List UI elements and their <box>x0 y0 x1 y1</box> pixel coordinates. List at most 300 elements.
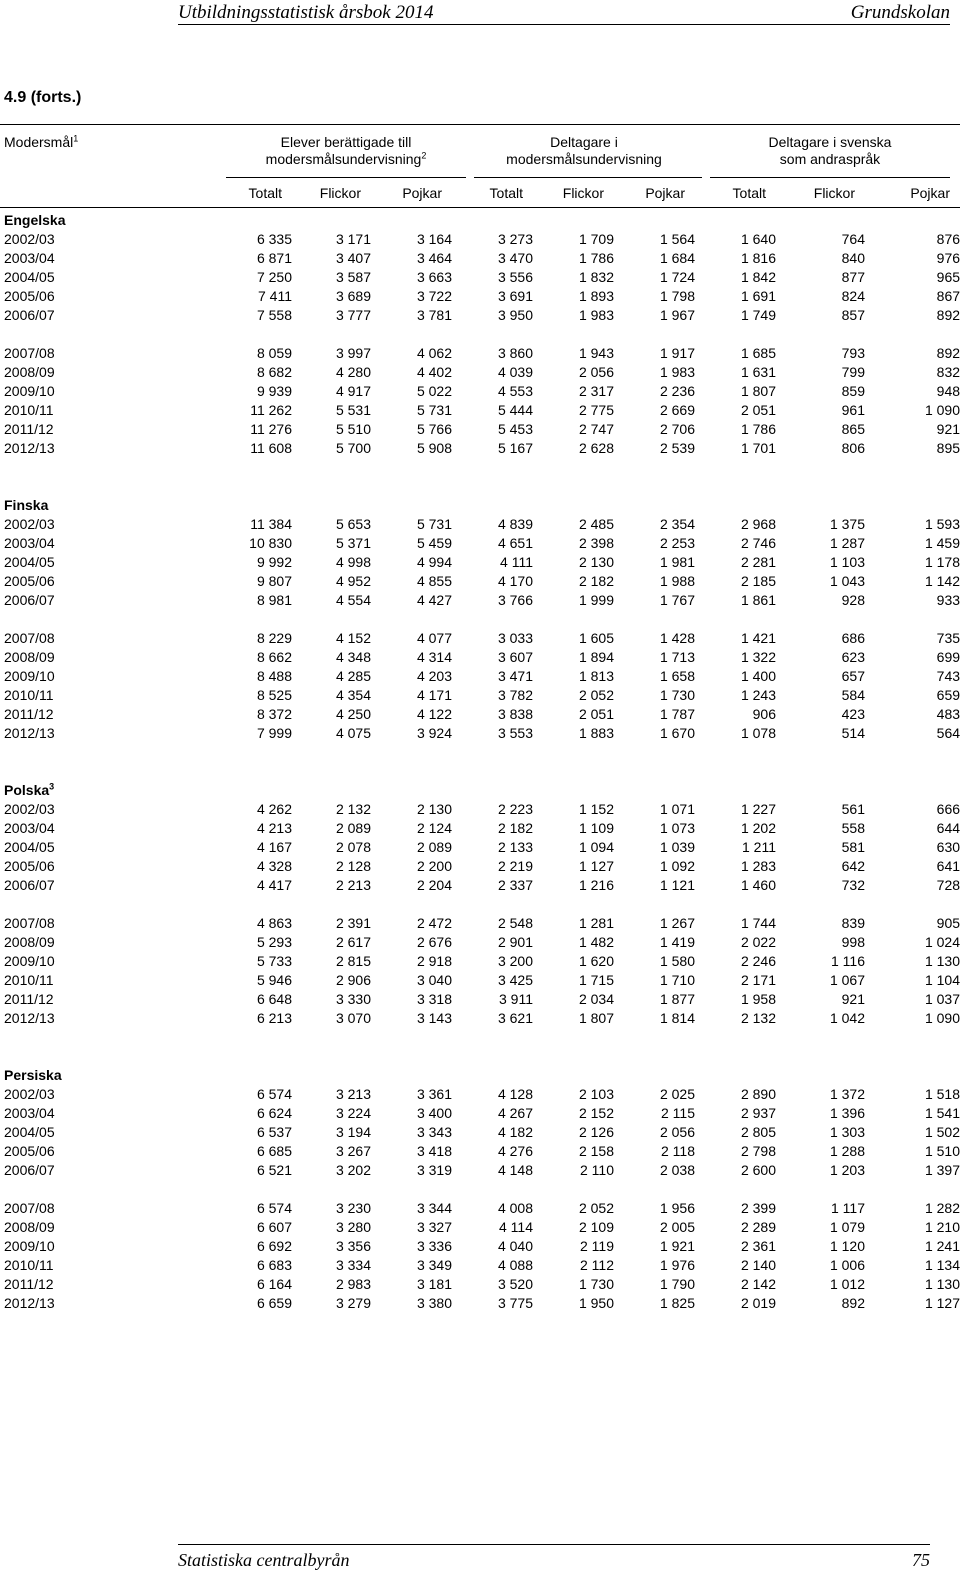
value-cell: 3 343 <box>416 1124 452 1140</box>
value-cell: 4 402 <box>416 364 452 380</box>
value-cell: 6 574 <box>256 1200 292 1216</box>
value-cell: 1 039 <box>659 839 695 855</box>
value-cell: 1 203 <box>829 1162 865 1178</box>
table-row <box>0 591 960 610</box>
value-cell: 3 418 <box>416 1143 452 1159</box>
value-cell: 4 213 <box>256 820 292 836</box>
value-cell: 8 488 <box>256 668 292 684</box>
value-cell: 1 482 <box>578 934 614 950</box>
group-underline-1 <box>226 177 466 178</box>
year-cell: 2004/05 <box>4 839 55 855</box>
table-row <box>0 1085 960 1104</box>
value-cell: 1 152 <box>578 801 614 817</box>
year-cell: 2003/04 <box>4 820 55 836</box>
value-cell: 1 006 <box>829 1257 865 1273</box>
value-cell: 1 024 <box>924 934 960 950</box>
value-cell: 5 731 <box>416 402 452 418</box>
value-cell: 1 943 <box>578 345 614 361</box>
table-title: 4.9 (forts.) <box>4 89 82 106</box>
value-cell: 1 981 <box>659 554 695 570</box>
value-cell: 2 937 <box>740 1105 776 1121</box>
table-row <box>0 952 960 971</box>
value-cell: 3 267 <box>335 1143 371 1159</box>
value-cell: 1 883 <box>578 725 614 741</box>
value-cell: 3 587 <box>335 269 371 285</box>
value-cell: 1 216 <box>578 877 614 893</box>
value-cell: 4 855 <box>416 573 452 589</box>
language-footnote: 3 <box>49 781 55 792</box>
language-label <box>0 1066 960 1085</box>
value-cell: 764 <box>841 231 865 247</box>
value-cell: 4 280 <box>335 364 371 380</box>
value-cell: 4 285 <box>335 668 371 684</box>
value-cell: 3 319 <box>416 1162 452 1178</box>
value-cell: 2 078 <box>335 839 371 855</box>
value-cell: 3 997 <box>335 345 371 361</box>
value-cell: 4 171 <box>416 687 452 703</box>
value-cell: 933 <box>936 592 960 608</box>
value-cell: 3 344 <box>416 1200 452 1216</box>
year-cell: 2002/03 <box>4 1086 55 1102</box>
value-cell: 3 033 <box>497 630 533 646</box>
group-header-2-line2: modersmålsundervisning <box>506 151 662 167</box>
value-cell: 1 807 <box>740 383 776 399</box>
value-cell: 3 380 <box>416 1295 452 1311</box>
value-cell: 3 224 <box>335 1105 371 1121</box>
value-cell: 1 043 <box>829 573 865 589</box>
value-cell: 3 689 <box>335 288 371 304</box>
value-cell: 2 706 <box>659 421 695 437</box>
value-cell: 9 939 <box>256 383 292 399</box>
table-row <box>0 1237 960 1256</box>
data-table <box>0 211 960 1313</box>
value-cell: 4 128 <box>497 1086 533 1102</box>
value-cell: 2 132 <box>740 1010 776 1026</box>
value-cell: 5 531 <box>335 402 371 418</box>
table-row <box>0 990 960 1009</box>
value-cell: 1 518 <box>924 1086 960 1102</box>
running-header-title: Utbildningsstatistisk årsbok 2014 <box>178 2 434 23</box>
table-row <box>0 363 960 382</box>
year-cell: 2004/05 <box>4 1124 55 1140</box>
value-cell: 3 838 <box>497 706 533 722</box>
language-label <box>0 781 960 800</box>
value-cell: 1 372 <box>829 1086 865 1102</box>
table-row <box>0 800 960 819</box>
table-row <box>0 344 960 363</box>
value-cell: 3 425 <box>497 972 533 988</box>
value-cell: 4 039 <box>497 364 533 380</box>
subheader-flickor: Flickor <box>813 185 855 201</box>
value-cell: 3 782 <box>497 687 533 703</box>
table-row <box>0 933 960 952</box>
value-cell: 4 276 <box>497 1143 533 1159</box>
value-cell: 2 968 <box>740 516 776 532</box>
value-cell: 3 181 <box>416 1276 452 1292</box>
value-cell: 3 194 <box>335 1124 371 1140</box>
table-row <box>0 1275 960 1294</box>
value-cell: 1 814 <box>659 1010 695 1026</box>
group-header-2-line1: Deltagare i <box>550 134 618 150</box>
value-cell: 1 701 <box>740 440 776 456</box>
value-cell: 1 134 <box>924 1257 960 1273</box>
value-cell: 8 682 <box>256 364 292 380</box>
value-cell: 2 112 <box>580 1257 614 1273</box>
year-cell: 2005/06 <box>4 573 55 589</box>
value-cell: 1 967 <box>659 307 695 323</box>
value-cell: 1 120 <box>829 1238 865 1254</box>
value-cell: 3 040 <box>416 972 452 988</box>
year-cell: 2007/08 <box>4 915 55 931</box>
spacer-row <box>0 743 960 762</box>
table-row <box>0 1294 960 1313</box>
stub-header-footnote: 1 <box>73 133 79 144</box>
year-cell: 2002/03 <box>4 231 55 247</box>
value-cell: 4 203 <box>416 668 452 684</box>
value-cell: 5 167 <box>497 440 533 456</box>
value-cell: 948 <box>936 383 960 399</box>
value-cell: 4 314 <box>416 649 452 665</box>
value-cell: 877 <box>841 269 865 285</box>
year-cell: 2004/05 <box>4 269 55 285</box>
value-cell: 2 130 <box>416 801 452 817</box>
value-cell: 5 731 <box>416 516 452 532</box>
value-cell: 1 042 <box>829 1010 865 1026</box>
value-cell: 6 521 <box>256 1162 292 1178</box>
value-cell: 2 200 <box>416 858 452 874</box>
value-cell: 1 631 <box>740 364 776 380</box>
value-cell: 839 <box>841 915 865 931</box>
year-cell: 2011/12 <box>4 421 54 437</box>
value-cell: 2 746 <box>740 535 776 551</box>
table-row <box>0 1009 960 1028</box>
value-cell: 2 798 <box>740 1143 776 1159</box>
value-cell: 4 075 <box>335 725 371 741</box>
value-cell: 892 <box>841 1295 865 1311</box>
value-cell: 2 890 <box>740 1086 776 1102</box>
value-cell: 1 861 <box>740 592 776 608</box>
value-cell: 857 <box>841 307 865 323</box>
value-cell: 7 999 <box>256 725 292 741</box>
language-row <box>0 781 960 800</box>
value-cell: 2 628 <box>578 440 614 456</box>
value-cell: 4 998 <box>335 554 371 570</box>
value-cell: 7 411 <box>258 288 292 304</box>
year-cell: 2003/04 <box>4 250 55 266</box>
value-cell: 2 051 <box>740 402 776 418</box>
language-label <box>0 211 960 230</box>
table-row <box>0 857 960 876</box>
value-cell: 2 119 <box>580 1238 614 1254</box>
value-cell: 3 279 <box>335 1295 371 1311</box>
value-cell: 865 <box>841 421 865 437</box>
spacer-row <box>0 610 960 629</box>
value-cell: 4 427 <box>416 592 452 608</box>
value-cell: 4 152 <box>335 630 371 646</box>
subheader-totalt: Totalt <box>248 185 282 201</box>
value-cell: 2 361 <box>740 1238 776 1254</box>
value-cell: 1 798 <box>659 288 695 304</box>
value-cell: 4 062 <box>416 345 452 361</box>
value-cell: 1 786 <box>578 250 614 266</box>
value-cell: 2 223 <box>497 801 533 817</box>
value-cell: 2 182 <box>578 573 614 589</box>
table-row <box>0 230 960 249</box>
value-cell: 1 684 <box>659 250 695 266</box>
value-cell: 4 122 <box>416 706 452 722</box>
value-cell: 1 713 <box>659 649 695 665</box>
value-cell: 2 539 <box>659 440 695 456</box>
value-cell: 976 <box>936 250 960 266</box>
table-row <box>0 1199 960 1218</box>
value-cell: 876 <box>936 231 960 247</box>
value-cell: 3 607 <box>497 649 533 665</box>
value-cell: 1 460 <box>740 877 776 893</box>
value-cell: 1 419 <box>659 934 695 950</box>
value-cell: 1 894 <box>578 649 614 665</box>
value-cell: 1 744 <box>740 915 776 931</box>
value-cell: 3 361 <box>416 1086 452 1102</box>
value-cell: 686 <box>841 630 865 646</box>
value-cell: 4 262 <box>256 801 292 817</box>
year-cell: 2002/03 <box>4 516 55 532</box>
year-cell: 2010/11 <box>4 687 54 703</box>
value-cell: 666 <box>936 801 960 817</box>
value-cell: 1 092 <box>659 858 695 874</box>
value-cell: 6 648 <box>256 991 292 1007</box>
value-cell: 4 182 <box>497 1124 533 1140</box>
value-cell: 1 241 <box>924 1238 960 1254</box>
value-cell: 1 813 <box>578 668 614 684</box>
value-cell: 2 124 <box>416 820 452 836</box>
value-cell: 1 116 <box>831 953 865 969</box>
year-cell: 2005/06 <box>4 858 55 874</box>
value-cell: 2 158 <box>578 1143 614 1159</box>
value-cell: 6 607 <box>256 1219 292 1235</box>
year-cell: 2011/12 <box>4 1276 54 1292</box>
value-cell: 3 230 <box>335 1200 371 1216</box>
value-cell: 3 777 <box>335 307 371 323</box>
value-cell: 2 182 <box>497 820 533 836</box>
value-cell: 728 <box>936 877 960 893</box>
year-cell: 2012/13 <box>4 1295 55 1311</box>
value-cell: 3 349 <box>416 1257 452 1273</box>
value-cell: 1 564 <box>659 231 695 247</box>
value-cell: 2 676 <box>416 934 452 950</box>
value-cell: 2 128 <box>335 858 371 874</box>
value-cell: 5 510 <box>335 421 371 437</box>
table-row <box>0 534 960 553</box>
value-cell: 483 <box>936 706 960 722</box>
value-cell: 5 459 <box>416 535 452 551</box>
value-cell: 1 956 <box>659 1200 695 1216</box>
value-cell: 1 710 <box>659 972 695 988</box>
value-cell: 2 219 <box>497 858 533 874</box>
table-row <box>0 306 960 325</box>
value-cell: 1 541 <box>924 1105 960 1121</box>
value-cell: 2 204 <box>416 877 452 893</box>
value-cell: 1 281 <box>578 915 614 931</box>
value-cell: 2 805 <box>740 1124 776 1140</box>
year-cell: 2010/11 <box>4 972 54 988</box>
spacer-row <box>0 325 960 344</box>
year-cell: 2003/04 <box>4 535 55 551</box>
value-cell: 4 952 <box>335 573 371 589</box>
language-row <box>0 496 960 515</box>
value-cell: 892 <box>936 307 960 323</box>
value-cell: 8 229 <box>256 630 292 646</box>
value-cell: 928 <box>841 592 865 608</box>
value-cell: 8 372 <box>256 706 292 722</box>
value-cell: 1 090 <box>924 402 960 418</box>
value-cell: 4 114 <box>499 1219 533 1235</box>
value-cell: 1 842 <box>740 269 776 285</box>
value-cell: 5 733 <box>256 953 292 969</box>
value-cell: 623 <box>841 649 865 665</box>
value-cell: 8 662 <box>256 649 292 665</box>
running-header-section: Grundskolan <box>850 2 950 23</box>
value-cell: 3 334 <box>335 1257 371 1273</box>
value-cell: 4 040 <box>497 1238 533 1254</box>
value-cell: 6 659 <box>256 1295 292 1311</box>
value-cell: 1 715 <box>578 972 614 988</box>
value-cell: 2 747 <box>578 421 614 437</box>
value-cell: 1 322 <box>740 649 776 665</box>
language-row <box>0 1066 960 1085</box>
year-cell: 2012/13 <box>4 440 55 456</box>
value-cell: 1 178 <box>924 554 960 570</box>
value-cell: 1 210 <box>924 1219 960 1235</box>
year-cell: 2006/07 <box>4 1162 55 1178</box>
table-row <box>0 705 960 724</box>
value-cell: 2 281 <box>740 554 776 570</box>
group-header-1-line2 <box>226 151 466 168</box>
value-cell: 9 992 <box>256 554 292 570</box>
table-row <box>0 268 960 287</box>
value-cell: 998 <box>841 934 865 950</box>
value-cell: 1 816 <box>740 250 776 266</box>
table-row <box>0 572 960 591</box>
value-cell: 642 <box>841 858 865 874</box>
value-cell: 1 976 <box>659 1257 695 1273</box>
value-cell: 9 807 <box>256 573 292 589</box>
value-cell: 1 130 <box>924 953 960 969</box>
value-cell: 1 917 <box>659 345 695 361</box>
value-cell: 2 109 <box>578 1219 614 1235</box>
value-cell: 2 118 <box>661 1143 695 1159</box>
group-header-1-footnote: 2 <box>421 150 427 161</box>
value-cell: 2 354 <box>659 516 695 532</box>
value-cell: 2 022 <box>740 934 776 950</box>
value-cell: 3 356 <box>335 1238 371 1254</box>
value-cell: 2 052 <box>578 1200 614 1216</box>
value-cell: 3 273 <box>497 231 533 247</box>
header-bottom-rule <box>0 207 960 208</box>
value-cell: 4 839 <box>497 516 533 532</box>
value-cell: 3 775 <box>497 1295 533 1311</box>
table-row <box>0 1161 960 1180</box>
value-cell: 6 335 <box>256 231 292 247</box>
value-cell: 2 038 <box>659 1162 695 1178</box>
value-cell: 1 267 <box>659 915 695 931</box>
value-cell: 2 906 <box>335 972 371 988</box>
value-cell: 1 127 <box>578 858 614 874</box>
value-cell: 2 472 <box>416 915 452 931</box>
value-cell: 1 730 <box>578 1276 614 1292</box>
value-cell: 1 211 <box>742 839 776 855</box>
value-cell: 3 336 <box>416 1238 452 1254</box>
value-cell: 7 558 <box>256 307 292 323</box>
table-row <box>0 401 960 420</box>
group-header-2 <box>466 134 702 168</box>
subheader-pojkar: Pojkar <box>910 185 950 201</box>
subheader-pojkar: Pojkar <box>645 185 685 201</box>
value-cell: 1 877 <box>659 991 695 1007</box>
year-cell: 2008/09 <box>4 1219 55 1235</box>
value-cell: 2 126 <box>578 1124 614 1140</box>
value-cell: 2 110 <box>580 1162 614 1178</box>
spacer-row <box>0 1180 960 1199</box>
year-cell: 2006/07 <box>4 307 55 323</box>
year-cell: 2004/05 <box>4 554 55 570</box>
value-cell: 4 111 <box>500 554 533 570</box>
subheader-totalt: Totalt <box>732 185 766 201</box>
value-cell: 6 537 <box>256 1124 292 1140</box>
value-cell: 3 520 <box>497 1276 533 1292</box>
value-cell: 4 088 <box>497 1257 533 1273</box>
value-cell: 1 605 <box>578 630 614 646</box>
value-cell: 2 485 <box>578 516 614 532</box>
language-name: Polska <box>4 782 50 798</box>
value-cell: 1 428 <box>659 630 695 646</box>
value-cell: 4 008 <box>497 1200 533 1216</box>
table-row <box>0 819 960 838</box>
year-cell: 2007/08 <box>4 630 55 646</box>
value-cell: 1 142 <box>924 573 960 589</box>
running-header <box>178 2 950 25</box>
value-cell: 965 <box>936 269 960 285</box>
value-cell: 8 525 <box>256 687 292 703</box>
value-cell: 1 094 <box>578 839 614 855</box>
value-cell: 1 730 <box>659 687 695 703</box>
value-cell: 799 <box>841 364 865 380</box>
value-cell: 2 918 <box>416 953 452 969</box>
language-name: Persiska <box>4 1067 62 1083</box>
value-cell: 1 983 <box>578 307 614 323</box>
year-cell: 2010/11 <box>4 1257 54 1273</box>
value-cell: 2 130 <box>578 554 614 570</box>
value-cell: 1 709 <box>578 231 614 247</box>
year-cell: 2002/03 <box>4 801 55 817</box>
value-cell: 2 052 <box>578 687 614 703</box>
value-cell: 3 860 <box>497 345 533 361</box>
value-cell: 3 911 <box>499 991 533 1007</box>
value-cell: 3 691 <box>497 288 533 304</box>
value-cell: 1 303 <box>829 1124 865 1140</box>
value-cell: 2 103 <box>578 1086 614 1102</box>
table-row <box>0 724 960 743</box>
table-row <box>0 439 960 458</box>
value-cell: 1 620 <box>578 953 614 969</box>
spacer-row <box>0 477 960 496</box>
value-cell: 3 330 <box>335 991 371 1007</box>
group-header-3-line2: som andraspråk <box>779 151 881 167</box>
value-cell: 1 078 <box>740 725 776 741</box>
value-cell: 3 766 <box>497 592 533 608</box>
value-cell: 3 407 <box>335 250 371 266</box>
table-row <box>0 1104 960 1123</box>
value-cell: 11 384 <box>250 516 292 532</box>
